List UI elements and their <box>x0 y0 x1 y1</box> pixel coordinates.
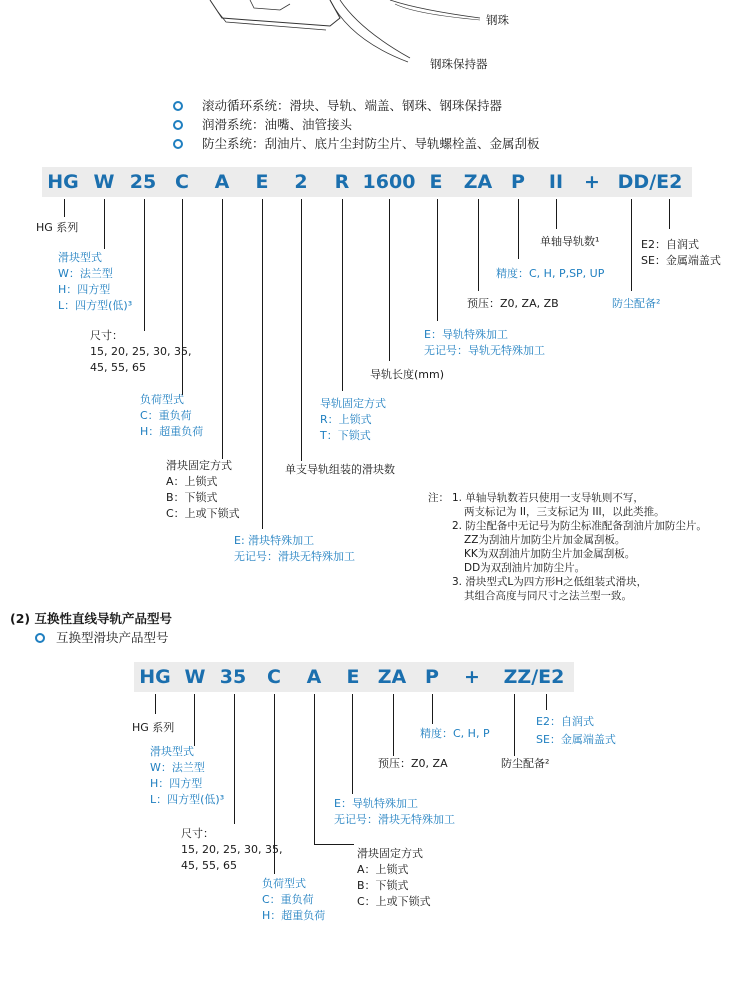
label-rail-fix-t: T：下锁式 <box>320 429 371 442</box>
label2-load-title: 负荷型式 <box>262 877 306 890</box>
note-line: 1. 单轴导轨数若只使用一支导轨则不写， <box>452 492 644 504</box>
section2-title: (2) 互换性直线导轨产品型号 <box>10 611 172 626</box>
label2-size-title: 尺寸： <box>181 827 214 840</box>
leader-line <box>518 199 519 259</box>
bullet-ring-icon <box>173 101 183 111</box>
label2-block-type-h: H：四方型 <box>150 777 203 790</box>
label-size-line1: 15, 20, 25, 30, 35, <box>90 345 192 358</box>
code1-seg-plus: + <box>584 171 600 193</box>
code2-seg-w: W <box>184 666 206 688</box>
leader-line <box>262 199 263 529</box>
bullet-ring-icon <box>173 120 183 130</box>
leader-line <box>194 694 195 746</box>
label-size-line2: 45, 55, 65 <box>90 361 146 374</box>
code2-seg-hg: HG <box>139 666 171 688</box>
label-load-c: C：重负荷 <box>140 409 192 422</box>
system-lubrication: 润滑系统：油嘴、油管接头 <box>202 117 353 132</box>
note-line: 两支标记为 II，三支标记为 III，以此类推。 <box>464 506 665 518</box>
label2-se: SE：金属端盖式 <box>536 733 616 746</box>
label2-preload: 预压：Z0, ZA <box>378 757 448 770</box>
bullet-ring-icon <box>35 633 45 643</box>
label2-fix-a: A：上锁式 <box>357 863 409 876</box>
leader-line <box>393 694 394 756</box>
code1-seg-rails: II <box>548 171 564 193</box>
label-preload: 预压：Z0, ZA, ZB <box>467 297 559 310</box>
label-series: HG 系列 <box>36 221 79 234</box>
section2-subtitle: 互换型滑块产品型号 <box>56 630 169 645</box>
leader-line <box>104 199 105 249</box>
code1-seg-load: C <box>175 171 189 193</box>
leader-line <box>352 694 353 794</box>
leader-line <box>631 199 632 291</box>
label-block-type-title: 滑块型式 <box>58 251 102 264</box>
label-rail-length: 导轨长度(mm) <box>370 368 445 381</box>
code1-seg-hg: HG <box>47 171 79 193</box>
note-line: KK为双刮油片加防尘片加金属刮板。 <box>464 548 636 560</box>
code1-seg-precision: P <box>511 171 525 193</box>
leader-line <box>155 694 156 714</box>
label2-load-h: H：超重负荷 <box>262 909 326 922</box>
code2-seg-size: 35 <box>219 666 247 688</box>
leader-line <box>389 199 390 361</box>
notes-prefix: 注： <box>428 492 449 504</box>
code1-seg-rail-fix: R <box>334 171 350 193</box>
note-line: 3. 滑块型式L为四方形H之低组装式滑块， <box>452 576 648 588</box>
note-line: 其组合高度与同尺寸之法兰型一致。 <box>464 590 632 602</box>
label2-e2: E2：自润式 <box>536 715 594 728</box>
code2-seg-dust: ZZ/E2 <box>503 666 565 688</box>
leader-line <box>342 199 343 391</box>
leader-line <box>669 199 670 229</box>
label-precision: 精度：C, H, P,SP, UP <box>496 267 605 280</box>
code2-seg-precision: P <box>425 666 439 688</box>
label-block-type-l: L：四方型(低)³ <box>58 299 133 312</box>
bullet-ring-icon <box>173 139 183 149</box>
leader-line <box>64 199 65 217</box>
code1-seg-block-count: 2 <box>294 171 308 193</box>
code1-seg-block-special: E <box>255 171 269 193</box>
code1-seg-length: 1600 <box>362 171 416 193</box>
leader-line <box>144 199 145 331</box>
leader-line <box>437 199 438 321</box>
leader-line <box>222 199 223 459</box>
label2-precision: 精度：C, H, P <box>420 727 490 740</box>
code2-seg-load: C <box>267 666 281 688</box>
retainer-label: 钢珠保持器 <box>430 57 488 71</box>
label-se: SE：金属端盖式 <box>641 254 721 267</box>
label2-block-type-l: L：四方型(低)³ <box>150 793 225 806</box>
ball-label: 钢珠 <box>486 13 509 27</box>
code1-seg-preload: ZA <box>463 171 493 193</box>
note-line: ZZ为刮油片加防尘片加金属刮板。 <box>464 534 626 546</box>
model-code-bar-2 <box>134 662 574 692</box>
note-line: 2. 防尘配备中无记号为防尘标准配备刮油片加防尘片。 <box>452 520 707 532</box>
label-rail-special-none: 无记号：导轨无特殊加工 <box>424 344 545 357</box>
code2-seg-preload: ZA <box>377 666 407 688</box>
leader-line <box>556 199 557 229</box>
leader-line <box>314 844 354 845</box>
label-blocks-per-rail: 单支导轨组装的滑块数 <box>285 463 395 476</box>
label2-size-line2: 45, 55, 65 <box>181 859 237 872</box>
code2-seg-fix: A <box>306 666 322 688</box>
leader-line <box>314 694 315 844</box>
label-fix-title: 滑块固定方式 <box>166 459 232 472</box>
leader-line <box>478 199 479 291</box>
label-block-type-w: W：法兰型 <box>58 267 113 280</box>
label2-fix-title: 滑块固定方式 <box>357 847 423 860</box>
code1-seg-fix: A <box>214 171 230 193</box>
label-block-type-h: H：四方型 <box>58 283 111 296</box>
system-rolling: 滚动循环系统：滑块、导轨、端盖、钢珠、钢珠保持器 <box>202 98 503 113</box>
label-e2: E2：自润式 <box>641 238 699 251</box>
label-fix-c: C：上或下锁式 <box>166 507 240 520</box>
code1-seg-w: W <box>93 171 115 193</box>
label-dust: 防尘配备² <box>612 297 661 310</box>
code1-seg-rail-special: E <box>429 171 443 193</box>
leader-line <box>301 199 302 461</box>
label-rail-fix-r: R：上锁式 <box>320 413 372 426</box>
label2-fix-b: B：下锁式 <box>357 879 409 892</box>
label-rail-fix-title: 导轨固定方式 <box>320 397 386 410</box>
system-dust: 防尘系统：刮油片、底片尘封防尘片、导轨螺栓盖、金属刮板 <box>202 136 540 151</box>
label-load-h: H：超重负荷 <box>140 425 204 438</box>
label2-special-e: E：导轨特殊加工 <box>334 797 418 810</box>
label-size-title: 尺寸： <box>90 329 123 342</box>
leader-line <box>234 694 235 824</box>
label-load-title: 负荷型式 <box>140 393 184 406</box>
code1-seg-dust: DD/E2 <box>617 171 683 193</box>
leader-line <box>514 694 515 756</box>
label-block-special-none: 无记号：滑块无特殊加工 <box>234 550 355 563</box>
label-block-special-e: E: 滑块特殊加工 <box>234 534 315 547</box>
label2-size-line1: 15, 20, 25, 30, 35, <box>181 843 283 856</box>
label2-special-none: 无记号：滑块无特殊加工 <box>334 813 455 826</box>
label2-load-c: C：重负荷 <box>262 893 314 906</box>
leader-line <box>182 199 183 395</box>
model-code-bar-1 <box>42 167 692 197</box>
code1-seg-size: 25 <box>129 171 157 193</box>
label2-series: HG 系列 <box>132 721 175 734</box>
label-fix-b: B：下锁式 <box>166 491 218 504</box>
label-rail-special-e: E：导轨特殊加工 <box>424 328 508 341</box>
code2-seg-plus: + <box>464 666 480 688</box>
label2-dust: 防尘配备² <box>501 757 550 770</box>
code2-seg-special: E <box>346 666 360 688</box>
label-fix-a: A：上锁式 <box>166 475 218 488</box>
note-line: DD为双刮油片加防尘片。 <box>464 562 586 574</box>
label2-block-type-title: 滑块型式 <box>150 745 194 758</box>
label-rails-per-axis: 单轴导轨数¹ <box>540 235 600 248</box>
label2-fix-c: C：上或下锁式 <box>357 895 431 908</box>
label2-block-type-w: W：法兰型 <box>150 761 205 774</box>
leader-line <box>432 694 433 724</box>
leader-line <box>546 694 547 710</box>
